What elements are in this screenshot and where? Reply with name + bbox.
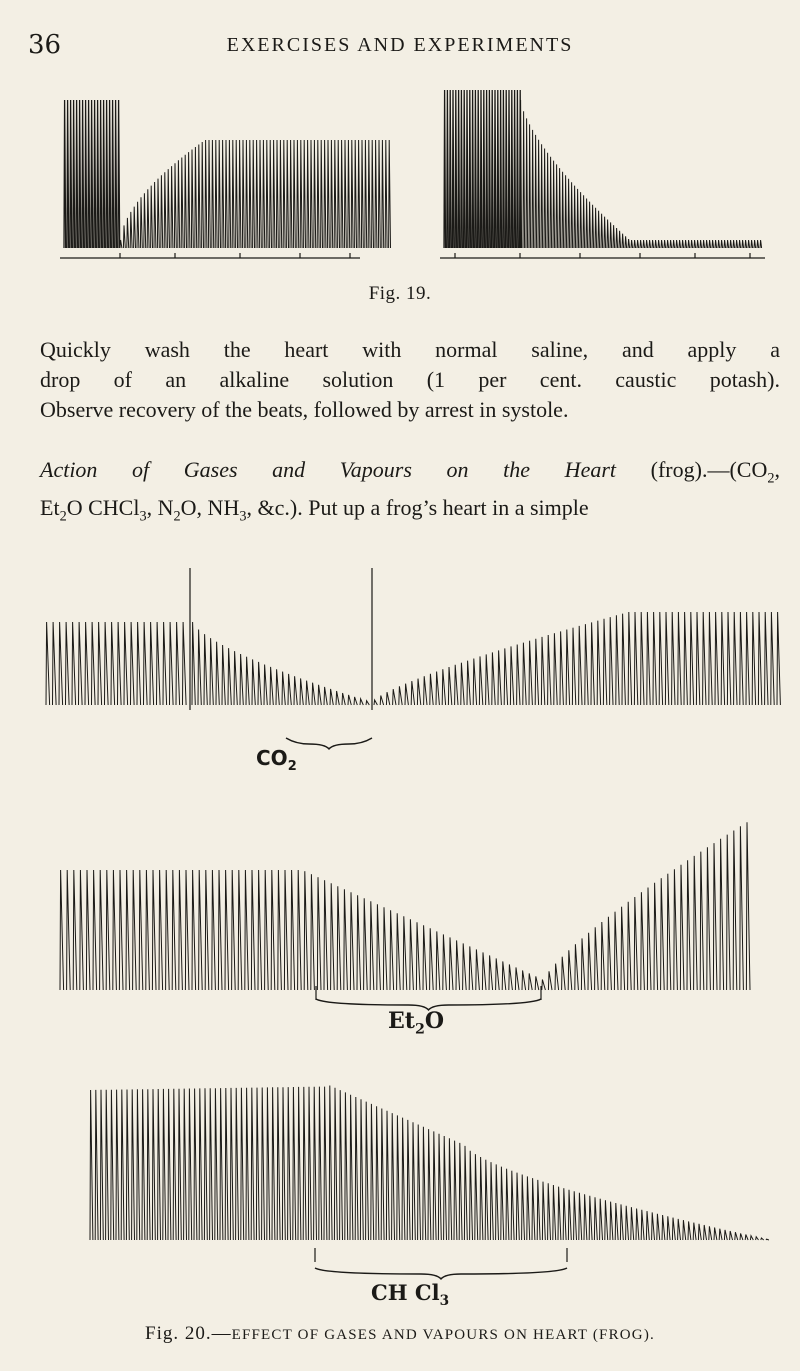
fig19-right-block (444, 90, 521, 248)
running-title: EXERCISES AND EXPERIMENTS (226, 34, 574, 56)
figure-20-ether-trace (0, 810, 800, 1010)
chloroform-label: CH $Cl_3$ (371, 1280, 450, 1310)
subscript: 2 (767, 470, 775, 487)
formula-text: Et (40, 495, 60, 521)
paragraph-text: (frog).—(CO (616, 457, 768, 482)
subscript: 2 (59, 508, 67, 525)
paragraph-gases (40, 455, 780, 532)
co2-label: $CO_2$ (256, 746, 297, 774)
co2-recovery-beats (374, 612, 780, 705)
figure-19-caption: Fig. 19. (368, 283, 432, 304)
formula-text: O, NH (180, 495, 240, 521)
fig19-right-arrest (520, 100, 762, 248)
figure-19-trace (0, 80, 800, 280)
paragraph-line: Quickly wash the heart with normal saline, and apply a (40, 337, 780, 362)
ether-beats (60, 822, 750, 990)
paragraph-text: , &c.). Put up a frog’s heart in a simple (246, 495, 589, 521)
page-number: 36 (28, 30, 62, 60)
paragraph-text: , (774, 457, 780, 482)
co2-normal-beats (46, 622, 186, 705)
page-header (0, 22, 800, 62)
formula-text: CHCl (82, 495, 140, 521)
paragraph-alkaline (40, 335, 780, 425)
fig19-left-recovery (120, 140, 391, 248)
subscript: 3 (139, 508, 147, 525)
figure-20-co2-trace (0, 560, 800, 760)
subscript: 3 (239, 508, 247, 525)
co2-brace (286, 738, 372, 749)
figure-20-chloroform-trace (0, 1070, 800, 1270)
subscript: 2 (173, 508, 181, 525)
figure-20-caption: Fig. 20.—EFFECT OF GASES AND VAPOURS ON HEART (FROG). (145, 1323, 655, 1344)
formula-text: , N (146, 495, 174, 521)
section-heading: Action of Gases and Vapours on the Heart (40, 457, 617, 482)
co2-depressed-beats (192, 622, 369, 705)
paragraph-line: Observe recovery of the beats, followed by arrest in systole. (40, 397, 569, 422)
paragraph-line: drop of an alkaline solution (1 per cent. caustic potash). (40, 367, 780, 392)
chloroform-brace (315, 1268, 567, 1279)
fig19-left-block (64, 100, 120, 248)
formula-text: O (66, 495, 83, 521)
ether-label: $Et_2O$ (388, 1008, 445, 1038)
chloroform-beats (90, 1086, 769, 1241)
